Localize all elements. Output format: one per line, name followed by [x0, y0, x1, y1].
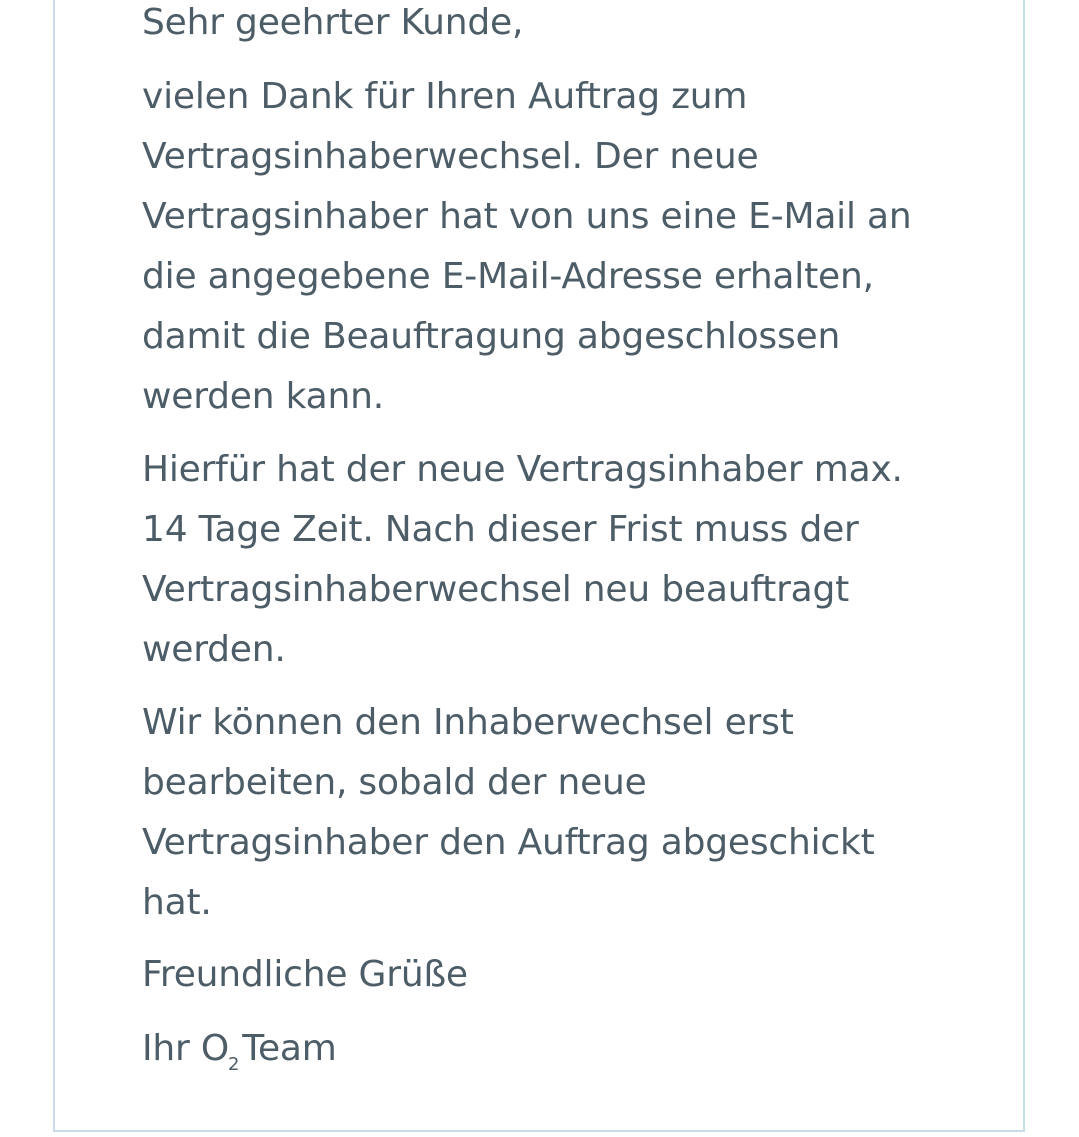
text-line: Vertragsinhaberwechsel. Der neue [142, 136, 759, 177]
text-line: Vertragsinhaberwechsel neu beauftragt [142, 569, 850, 610]
text-line: Wir können den Inhaberwechsel erst [142, 702, 794, 743]
signature [142, 1019, 337, 1085]
text-line: 14 Tage Zeit. Nach dieser Frist muss der [142, 509, 859, 550]
paragraph-processing [142, 693, 875, 933]
text-line: Hierfür hat der neue Vertragsinhaber max. [142, 449, 903, 490]
paragraph-deadline [142, 440, 903, 680]
text-line: hat. [142, 882, 212, 923]
text-line: werden. [142, 629, 286, 670]
greeting-text: Sehr geehrter Kunde, [142, 2, 524, 43]
text-line: die angegebene E-Mail-Adresse erhalten, [142, 256, 874, 297]
signature-prefix: Ihr O [142, 1028, 230, 1069]
text-line: bearbeiten, sobald der neue [142, 762, 647, 803]
paragraph-confirmation [142, 67, 912, 427]
closing-text: Freundliche Grüße [142, 954, 468, 995]
text-line: werden kann. [142, 376, 384, 417]
text-line: Vertragsinhaber den Auftrag abgeschickt [142, 822, 875, 863]
text-line: Vertragsinhaber hat von uns eine E-Mail an [142, 196, 912, 237]
signature-suffix: Team [242, 1028, 337, 1069]
text-line: damit die Beauftragung abgeschlossen [142, 316, 841, 357]
signature-subscript: 2 [228, 1054, 240, 1075]
text-line: vielen Dank für Ihren Auftrag zum [142, 76, 748, 117]
